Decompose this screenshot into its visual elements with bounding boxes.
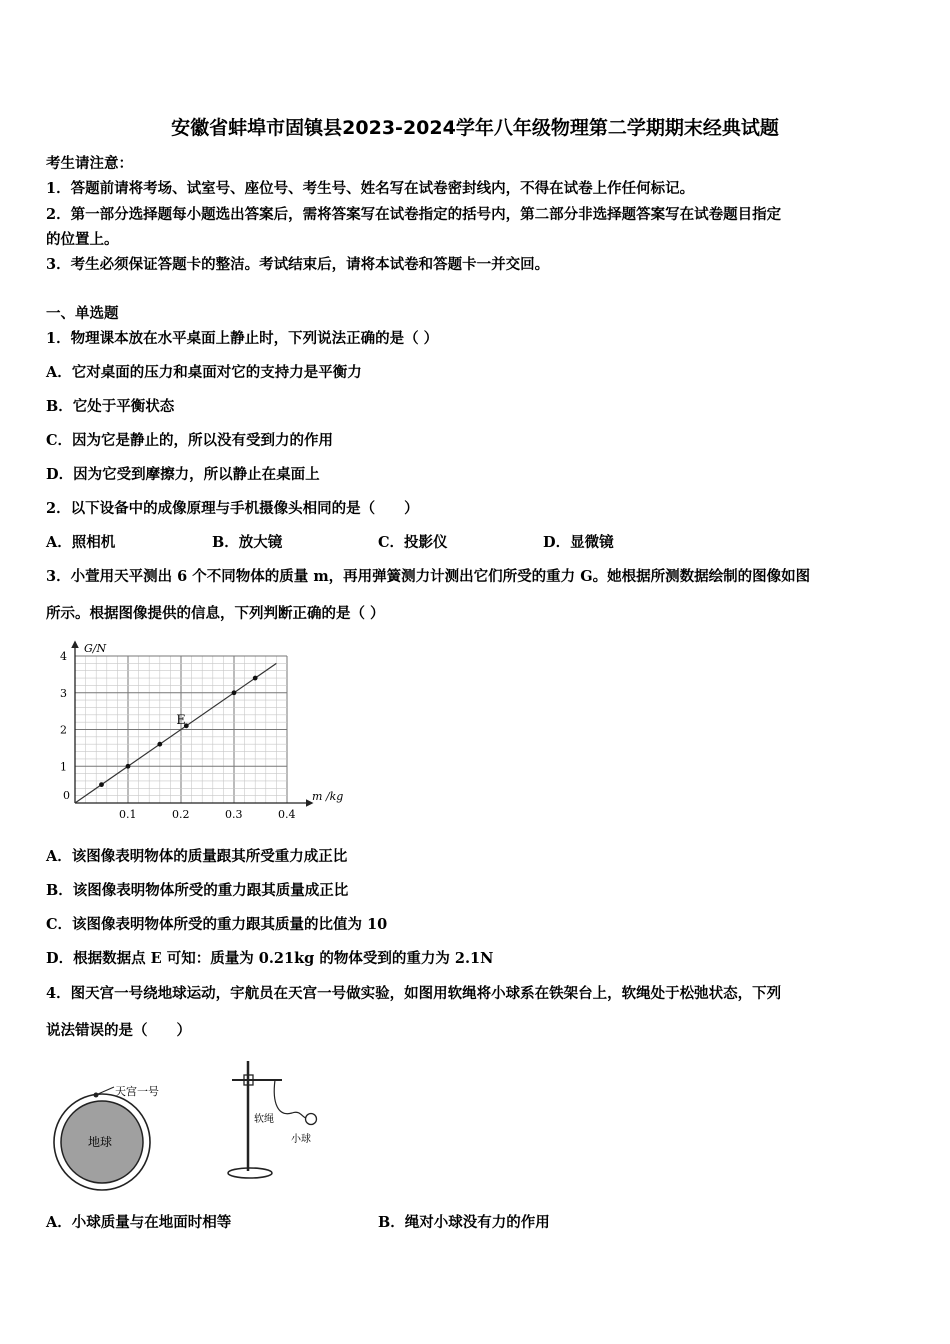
rope-label: 软绳	[254, 1114, 274, 1125]
data-point	[126, 764, 131, 769]
notice-line: 2．第一部分选择题每小题选出答案后，需将答案写在试卷指定的括号内，第二部分非选择题答案写在试卷题目指定	[46, 206, 782, 223]
small-ball	[306, 1114, 317, 1125]
data-point	[157, 742, 162, 747]
notice-line: 的位置上。	[46, 231, 119, 248]
option-c: C．因为它是静止的，所以没有受到力的作用	[46, 432, 334, 449]
point-e-label: E	[176, 712, 186, 728]
notice-line: 1．答题前请将考场、试室号、座位号、考生号、姓名写在试卷密封线内，不得在试卷上作任何标记。	[46, 180, 695, 197]
option-b: B．放大镜	[212, 534, 283, 551]
option-d: D．因为它受到摩擦力，所以静止在桌面上	[46, 466, 320, 483]
question-stem: 2．以下设备中的成像原理与手机摄像头相同的是（ ）	[46, 500, 419, 517]
y-tick-label: 2	[60, 723, 67, 737]
option-a: A．照相机	[46, 534, 116, 551]
option-c: C．该图像表明物体所受的重力跟其质量的比值为 10	[46, 916, 388, 933]
data-point	[253, 676, 258, 681]
data-point	[232, 690, 237, 695]
stand-base	[228, 1168, 272, 1178]
option-a: A．它对桌面的压力和桌面对它的支持力是平衡力	[46, 364, 362, 381]
station-label: 天宫一号	[115, 1085, 159, 1098]
question-stem: 3．小萱用天平测出 6 个不同物体的质量 m，再用弹簧测力计测出它们所受的重力 G。她根据所测数据绘制的图像如图	[46, 568, 811, 585]
x-tick-label: 0.4	[278, 808, 296, 821]
option-b: B．该图像表明物体所受的重力跟其质量成正比	[46, 882, 349, 899]
station-pointer	[98, 1087, 114, 1094]
page-title: 安徽省蚌埠市固镇县2023-2024学年八年级物理第二学期期末经典试题	[171, 117, 779, 139]
y-tick-label: 1	[60, 760, 67, 774]
notice-line: 3．考生必须保证答题卡的整洁。考试结束后，请将本试卷和答题卡一并交回。	[46, 256, 550, 273]
section-heading: 一、单选题	[46, 305, 119, 322]
option-a: A．该图像表明物体的质量跟其所受重力成正比	[46, 848, 348, 865]
station-dot	[94, 1093, 99, 1098]
earth-label: 地球	[88, 1135, 113, 1149]
option-c: C．投影仪	[378, 534, 448, 551]
option-d: D．显微镜	[543, 534, 614, 551]
question-stem-cont: 说法错误的是（ ）	[46, 1022, 191, 1039]
x-axis-label: m /kg	[312, 790, 344, 803]
y-axis-label: G/N	[84, 642, 107, 655]
x-tick-label: 0.2	[172, 808, 190, 821]
option-b: B．它处于平衡状态	[46, 398, 175, 415]
iron-stand-figure	[220, 1055, 330, 1185]
soft-rope	[274, 1080, 306, 1118]
y-tick-label: 3	[60, 686, 67, 700]
x-tick-label: 0.1	[119, 808, 137, 821]
earth-orbit-figure	[50, 1072, 180, 1197]
y-tick-label: 4	[60, 650, 67, 663]
question-stem: 1．物理课本放在水平桌面上静止时，下列说法正确的是（ ）	[46, 330, 439, 347]
question-stem: 4．图天宫一号绕地球运动，宇航员在天宫一号做实验，如图用软绳将小球系在铁架台上，软绳处于松弛状态，下列	[46, 985, 782, 1002]
option-a: A．小球质量与在地面时相等	[46, 1214, 232, 1231]
x-tick-label: 0.3	[225, 808, 243, 821]
option-b: B．绳对小球没有力的作用	[378, 1214, 550, 1231]
gm-chart	[50, 632, 370, 821]
ball-label: 小球	[291, 1134, 311, 1145]
origin-label: 0	[63, 789, 70, 802]
question-stem-cont: 所示。根据图像提供的信息，下列判断正确的是（ ）	[46, 605, 385, 622]
fit-line	[75, 663, 276, 803]
option-d: D．根据数据点 E 可知：质量为 0.21kg 的物体受到的重力为 2.1N	[46, 950, 494, 967]
data-point	[99, 782, 104, 787]
notice-heading: 考生请注意：	[46, 155, 133, 172]
